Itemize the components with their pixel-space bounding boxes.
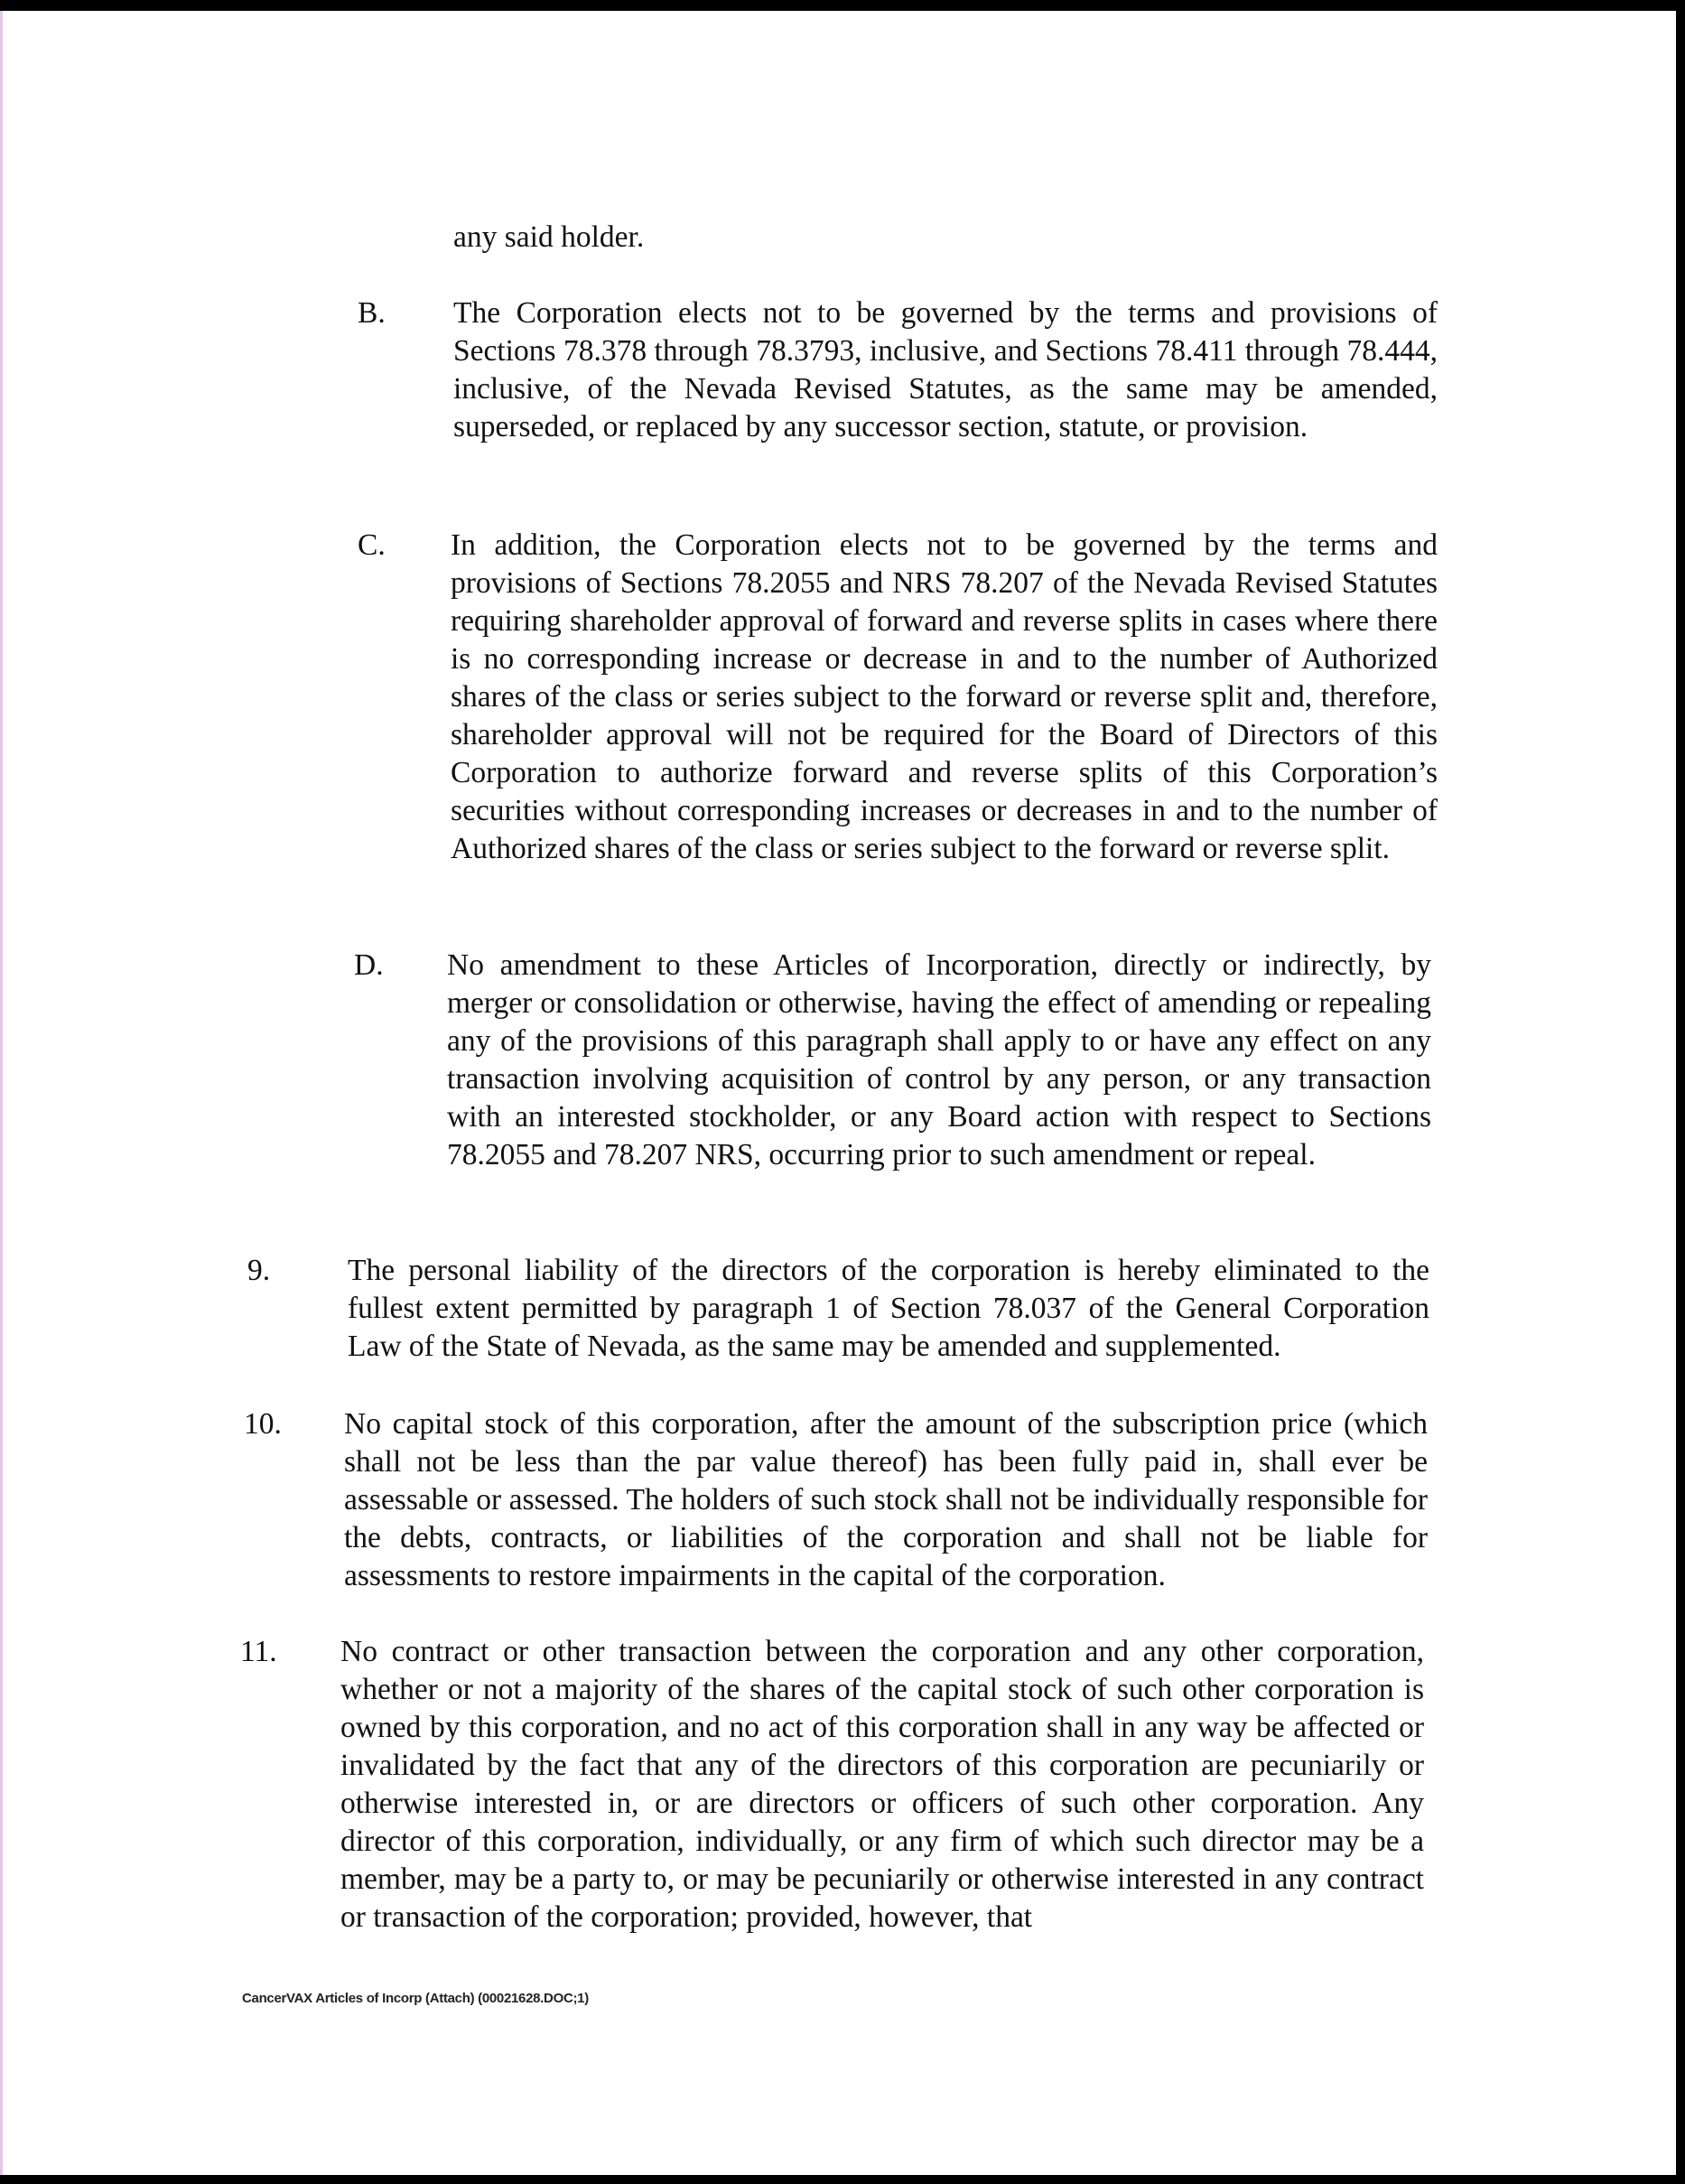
continuation-text: any said holder. [453, 220, 645, 254]
subsection-label-d: D. [354, 948, 384, 982]
subsection-label-b: B. [358, 296, 386, 330]
scan-border-top [0, 0, 1685, 11]
article-text-11: No contract or other transaction between the corporation and any other corporation, whether or not a majority of the shares of the capital stock of such other corporation is owned by this corporation, and no act of this corporation shall in any way be affected or invalidated by the fact that any of the directors of this corporation are pecuniarily or otherwise interested in, or are directors or officers of such other corporation. Any director of this corporation, individually, or any firm of which such director may be a member, may be a party to, or may be pecuniarily or otherwise interested in any contract or transaction of the corporation; provided, however, that [340, 1635, 1424, 1934]
document-footer: CancerVAX Articles of Incorp (Attach) (00021628.DOC;1) [242, 1991, 589, 2006]
subsection-text-c: In addition, the Corporation elects not to be governed by the terms and provisions of Sections 78.2055 and NRS 78.207 of the Nevada Revised Statutes requiring shareholder approval of forward and reverse splits in cases where there is no corresponding increase or decrease in and to the number of Authorized shares of the class or series subject to the forward or reverse split and, therefore, shareholder approval will not be required for the Board of Directors of this Corporation to authorize forward and reverse splits of this Corporation’s securities without corresponding increases or decreases in and to the number of Authorized shares of the class or series subject to the forward or reverse split. [451, 528, 1438, 865]
article-number-11: 11. [240, 1635, 277, 1668]
subsection-text-d: No amendment to these Articles of Incorporation, directly or indirectly, by merger or consolidation or otherwise, having the effect of amending or repealing any of the provisions of this paragraph shall apply to or have any effect on any transaction involving acquisition of control by any person, or any transaction with an interested stockholder, or any Board action with respect to Sections 78.2055 and 78.207 NRS, occurring prior to such amendment or repeal. [447, 948, 1431, 1171]
article-text-10: No capital stock of this corporation, after the amount of the subscription price (which shall not be less than the par value thereof) has been fully paid in, shall ever be assessable or assessed. The holders of such stock shall not be individually responsible for the debts, contracts, or liabilities of the corporation and shall not be liable for assessments to restore impairments in the capital of the corporation. [344, 1407, 1428, 1592]
subsection-label-c: C. [358, 528, 386, 562]
scan-edge-line [0, 11, 3, 2175]
article-number-10: 10. [244, 1407, 282, 1441]
scan-border-bottom [0, 2175, 1685, 2184]
article-text-9: The personal liability of the directors of the corporation is hereby eliminated to the fullest extent permitted by paragraph 1 of Section 78.037 of the General Corporation Law of the State of Nevada, as the same may be amended and supplemented. [348, 1254, 1429, 1363]
scan-border-right [1676, 0, 1685, 2184]
subsection-text-b: The Corporation elects not to be governed by the terms and provisions of Sections 78.378 through 78.3793, inclusive, and Sections 78.411 through 78.444, inclusive, of the Nevada Revised Statutes, as the same may be amended, superseded, or replaced by any successor section, statute, or provision. [453, 296, 1438, 443]
article-number-9: 9. [247, 1254, 271, 1287]
